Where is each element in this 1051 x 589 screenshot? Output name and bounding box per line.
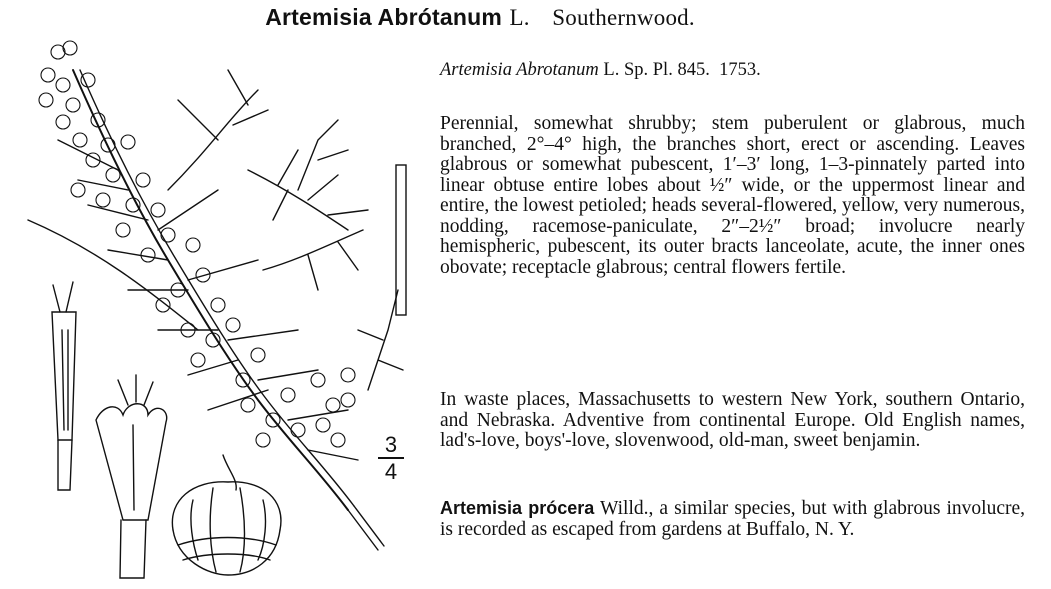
title-author: L. <box>509 5 530 30</box>
scale-fraction <box>378 434 404 483</box>
leaf-sprig <box>168 70 403 390</box>
citation <box>440 60 1040 81</box>
related-species-name: Artemisia prócera <box>440 498 595 518</box>
common-name: Southernwood. <box>552 5 695 30</box>
citation-year: 1753. <box>719 60 761 80</box>
related-species-text: Willd., a similar species, but with glabrous involucre, is recorded as escaped from gardens at Buffalo, N. Y. <box>440 498 1026 540</box>
scale-numerator: 3 <box>384 432 398 457</box>
citation-name: Artemisia Abrotanum <box>440 60 599 80</box>
habitat-paragraph: In waste places, Massachusetts to western New York, southern Ontario, and Nebraska. Adventive from continental Europe. Old English names, lad's-love, boys'-love, slovenwood, old-man, sweet benjamin. <box>440 389 1025 451</box>
scientific-name: Artemisia Abrótanum <box>265 4 503 30</box>
scale-denominator: 4 <box>384 459 398 484</box>
plant-stem <box>28 70 384 550</box>
corolla-detail <box>96 375 167 578</box>
head-detail <box>172 455 281 575</box>
page-title <box>0 4 960 31</box>
citation-reference: L. Sp. Pl. 845. <box>603 60 710 80</box>
botanical-illustration <box>18 30 428 585</box>
related-species-paragraph <box>440 498 1025 540</box>
floret-detail <box>52 282 76 490</box>
description-paragraph: Perennial, somewhat shrubby; stem puberulent or glabrous, much branched, 2°–4° high, the branches short, erect or ascending. Leaves glabrous or somewhat pubescent, 1′–3′ long, 1–3-pinnately parted into linear obtuse entire lobes about ½″ wide, or the uppermost linear and entire, the lowest petioled; heads several-flowered, yellow, very numerous, nodding, racemose-paniculate, 2″–2½″ broad; involucre nearly hemispheric, pubescent, its outer bracts lanceolate, acute, the inner ones obovate; receptacle glabrous; central flowers fertile. <box>440 113 1025 278</box>
